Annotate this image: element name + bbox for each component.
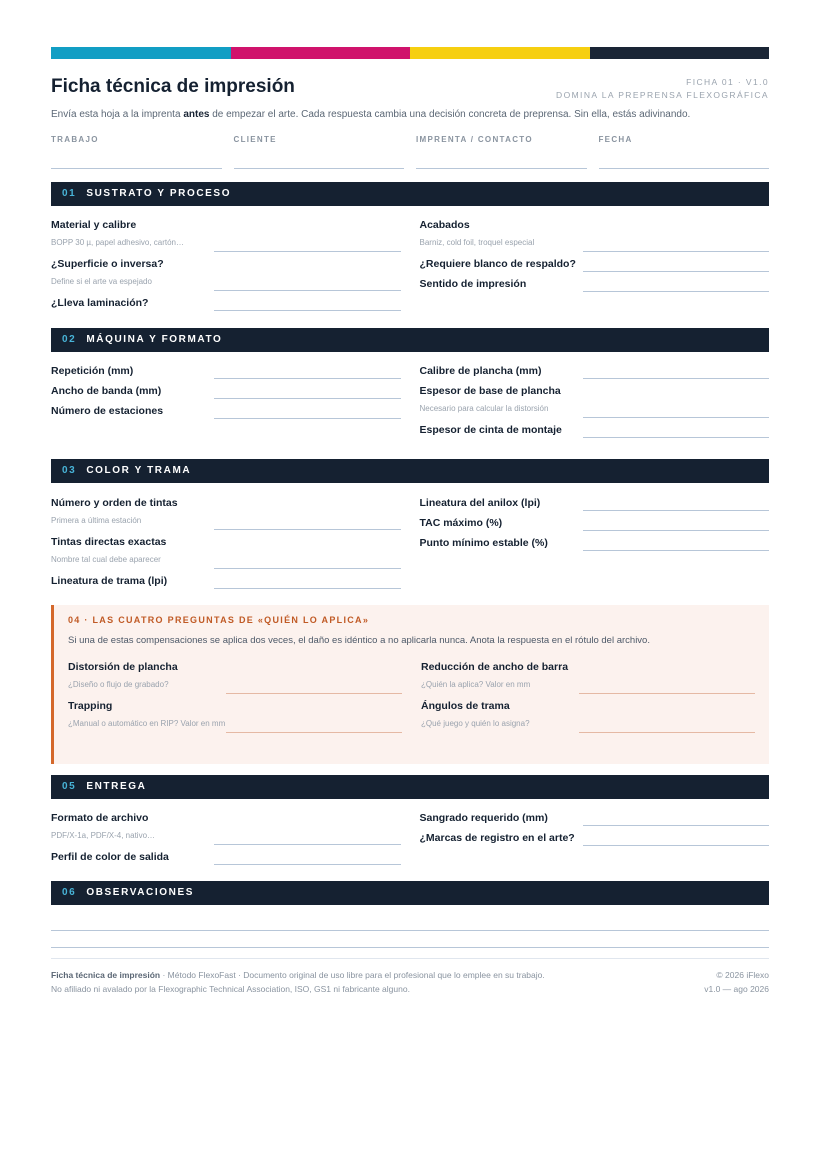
input-line[interactable] [226,693,402,694]
page-header [51,76,769,98]
form-row[interactable]: Punto mínimo estable (%) [420,537,770,549]
section-05-header: 05 ENTREGA [51,775,769,799]
input-line[interactable] [583,825,770,826]
footer-right [704,968,769,996]
input-line[interactable] [599,168,770,169]
input-line[interactable] [234,168,405,169]
sheet-meta [556,76,769,102]
yellow-swatch [410,47,590,59]
page-title: Ficha técnica de impresión [51,76,295,97]
form-row[interactable]: TAC máximo (%) [420,517,770,529]
version-date: v1.0 — ago 2026 [704,984,769,994]
intro-text: Envía esta hoja a la imprenta antes de empezar el arte. Cada respuesta cambia una decisión concreta de preprensa. Sin ella, estás adivinando. [51,109,691,120]
who-applies-callout [51,605,769,764]
callout-text: Si una de estas compensaciones se aplica dos veces, el daño es idéntico a no aplicarla nunca. Anota la respuesta en el rótulo del archivo. [68,635,650,646]
input-line[interactable] [583,417,770,418]
footer-divider [51,958,769,959]
form-row[interactable]: Calibre de plancha (mm) [420,365,770,377]
footer-line-2: No afiliado ni avalado por la Flexographic Technical Association, ISO, GS1 ni fabricante alguno. [51,984,410,994]
form-row[interactable]: Ancho de banda (mm) [51,385,401,397]
page-footer [51,968,769,996]
form-row[interactable]: Sangrado requerido (mm) [420,812,770,824]
section-01-header: 01 SUSTRATO Y PROCESO [51,182,769,206]
footer-line-1: Ficha técnica de impresión · Método FlexoFast · Documento original de uso libre para el profesional que lo emplee en su trabajo. [51,970,545,980]
form-row[interactable]: Formato de archivo PDF/X-1a, PDF/X-4, nativo… [51,812,401,843]
input-line[interactable] [579,693,755,694]
input-line[interactable] [214,844,401,845]
input-line[interactable] [583,510,770,511]
notes-line[interactable] [51,930,769,931]
section-02-fields [51,365,769,444]
field-cliente[interactable]: CLIENTE [234,135,405,169]
form-row[interactable]: Tintas directas exactas Nombre tal cual debe aparecer [51,536,401,567]
key-swatch [590,47,770,59]
field-imprenta[interactable]: IMPRENTA / CONTACTO [416,135,587,169]
callout-fields [68,661,755,739]
input-line[interactable] [214,378,401,379]
input-line[interactable] [583,378,770,379]
notes-line[interactable] [51,947,769,948]
input-line[interactable] [51,168,222,169]
section-03-header: 03 COLOR Y TRAMA [51,459,769,483]
form-row[interactable]: Lineatura del anilox (lpi) [420,497,770,509]
section-01-fields [51,219,769,317]
cmyk-color-bar [51,47,769,59]
form-row[interactable]: Lineatura de trama (lpi) [51,575,401,587]
input-line[interactable] [214,290,401,291]
form-row[interactable]: Acabados Barniz, cold foil, troquel especial [420,219,770,250]
field-fecha[interactable]: FECHA [599,135,770,169]
sheet-version: FICHA 01 · V1.0 [686,77,769,87]
input-line[interactable] [583,251,770,252]
form-row[interactable]: Sentido de impresión [420,278,770,290]
form-row[interactable]: Repetición (mm) [51,365,401,377]
input-line[interactable] [214,568,401,569]
input-line[interactable] [214,529,401,530]
form-row[interactable]: Ángulos de trama ¿Qué juego y quién lo asigna? [421,700,755,731]
form-row[interactable]: ¿Marcas de registro en el arte? [420,832,770,844]
input-line[interactable] [214,310,401,311]
form-row[interactable]: Trapping ¿Manual o automático en RIP? Valor en mm [68,700,402,731]
section-02-header: 02 MÁQUINA Y FORMATO [51,328,769,352]
input-line[interactable] [583,550,770,551]
input-line[interactable] [583,291,770,292]
callout-title: 04 · LAS CUATRO PREGUNTAS DE «QUIÉN LO APLICA» [68,615,370,625]
cyan-swatch [51,47,231,59]
copyright: © 2026 iFlexo [716,970,769,980]
input-line[interactable] [214,588,401,589]
form-row[interactable]: ¿Lleva laminación? [51,297,401,309]
job-fields [51,135,769,169]
input-line[interactable] [579,732,755,733]
form-row[interactable]: Espesor de cinta de montaje [420,424,770,436]
input-line[interactable] [583,271,770,272]
input-line[interactable] [416,168,587,169]
section-03-fields [51,497,769,595]
input-line[interactable] [583,437,770,438]
form-row[interactable]: Reducción de ancho de barra ¿Quién la aplica? Valor en mm [421,661,755,692]
field-trabajo[interactable]: TRABAJO [51,135,222,169]
input-line[interactable] [583,530,770,531]
input-line[interactable] [214,398,401,399]
form-row[interactable]: Distorsión de plancha ¿Diseño o flujo de grabado? [68,661,402,692]
form-row[interactable]: Material y calibre BOPP 30 µ, papel adhesivo, cartón… [51,219,401,250]
sheet-series: DOMINA LA PREPRENSA FLEXOGRÁFICA [556,90,769,100]
input-line[interactable] [226,732,402,733]
magenta-swatch [231,47,411,59]
input-line[interactable] [214,864,401,865]
input-line[interactable] [583,845,770,846]
form-row[interactable]: ¿Superficie o inversa? Define si el arte va espejado [51,258,401,289]
form-row[interactable]: Espesor de base de plancha Necesario para calcular la distorsión [420,385,770,416]
form-row[interactable]: Número de estaciones [51,405,401,417]
form-row[interactable]: Perfil de color de salida [51,851,401,863]
input-line[interactable] [214,418,401,419]
input-line[interactable] [214,251,401,252]
section-05-fields [51,812,769,871]
section-06-header: 06 OBSERVACIONES [51,881,769,905]
form-row[interactable]: Número y orden de tintas Primera a última estación [51,497,401,528]
form-row[interactable]: ¿Requiere blanco de respaldo? [420,258,770,270]
